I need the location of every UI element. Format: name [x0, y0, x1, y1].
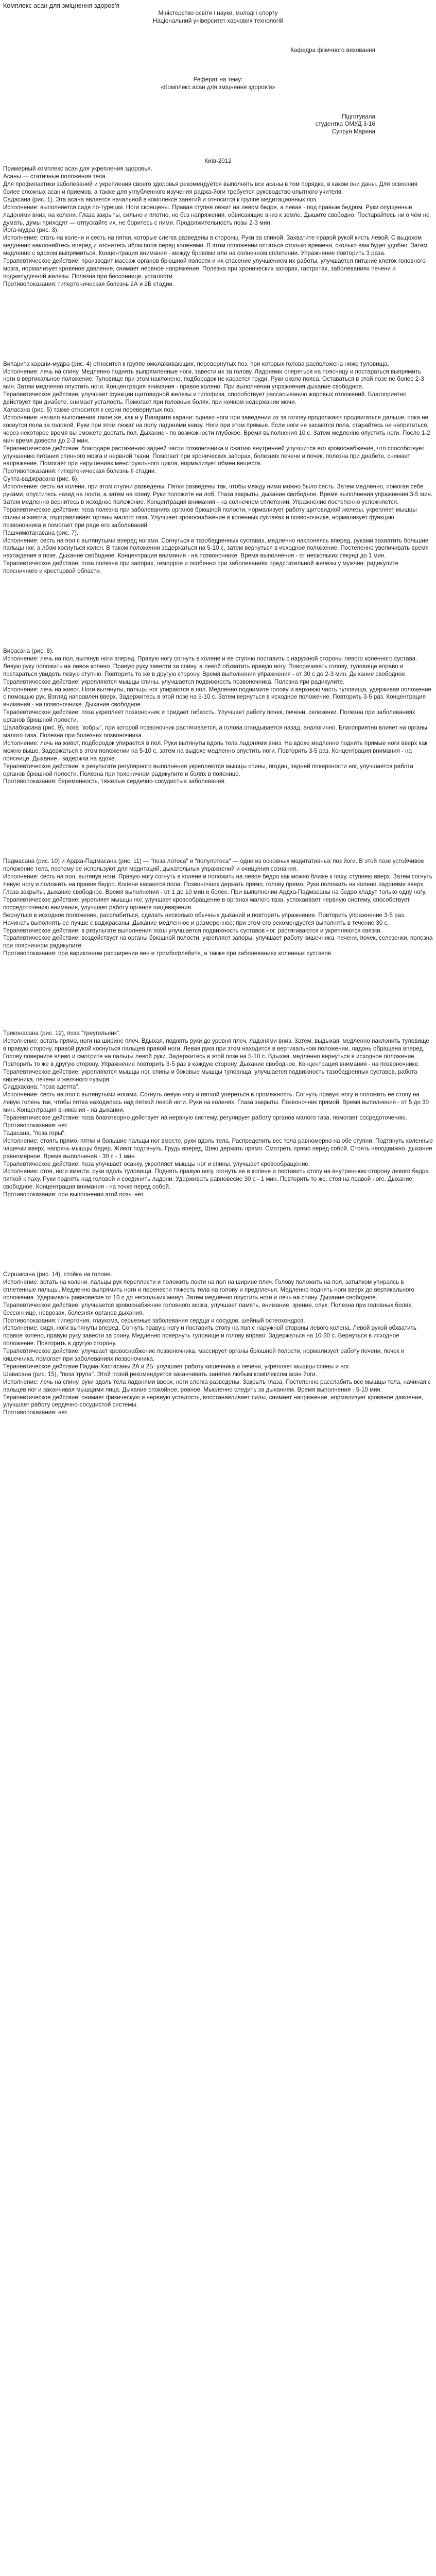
- body-paragraph: Триконасана (рис. 12), поза "треугольник".: [3, 1030, 121, 1037]
- body-paragraph: Сиршасана (рис. 14), стойка на голове.: [3, 1271, 112, 1278]
- section-intro: [0, 165, 436, 289]
- body-paragraph: Йога-мудра (рис. 3).: [3, 227, 59, 234]
- body-paragraph: Исполнение: выполняется сидя по-турецки. Ноги скрещены. Правая ступня лежит на левом бедре, а левая - под правым бедром. Руки опущенные, ладонями вниз, на колени. Глаза закрыты, сильно и плотно, но без напряжения, обвисающие вниз к земле. Дышите свободно. Постарайтесь ни о чём не думать, думы приходят — отпускайте их, не боритесь с ними. Продолжительность позы 2-3 мин.: [3, 204, 430, 226]
- body-paragraph: Исполнение: начало выполнения такое же, как и у Випарита карани: однако ноги при заведении их за голову продолжают продвигаться дальше, пока не коснутся пола за головой. Руки при этом лежат на полу ладонями книзу. Ноги при этом прямые. Если ноги не касаются пола, старайтесь не напрягаться, через некоторое время вы сможете достать пол. Дыхание - по возможности глубокое. Время выполнения 10 с. Затем медленно опустить ноги. После 1-2 мин время довести до 2-3 мин.: [3, 414, 430, 444]
- city-year: Київ-2012: [204, 158, 232, 165]
- body-paragraph: Падмасана (рис. 10) и Ардха-Падмасана (рис. 11) — "поза лотоса" и "полулотоса" — одни из основных медитативных поз йоги. В этой позе устойчивое положение тела, поэтому ее используют для медитаций, дыхательных упражнений и очищения сознания.: [3, 858, 424, 873]
- body-paragraph: Терапевтическое действие: укрепляются мышцы спины, улучшается подвижность позвоночника. Полезна при радикулите.: [3, 678, 345, 685]
- body-paragraph: Терапевтическое действие: улучшает функции щитовидной железы и гипофиза, способствует рассасыванию жировых отложений. Благоприятно действует при диабете, снимает усталость. Помогает при головных болях, при ночном недержании мочи.: [3, 391, 407, 406]
- spacer: [0, 55, 436, 76]
- body-paragraph: Для профилактики заболеваний и укрепления своего здоровья рекомендуется выполнять все асаны в том порядке, в каком они даны. Для освоения более сложных асан и приемов, а также для углубленного изучения раджа-йоги требуется руководство опытного учителя.: [3, 180, 417, 195]
- body-paragraph: Терапевтическое действие: благодаря растяжению задней части позвоночника и сжатию внутренней улучшится его кровоснабжение, что способствует улучшению питания спинного мозга и нервной ткани. Помогает при хронических запорах, болезнях печени и почек, полезна при диабете, снимает напряжение. Помогает при нарушениях менструального цикла, нормализует обмен веществ.: [3, 445, 425, 467]
- body-paragraph: Исполнение: сесть на пол с вытянутыми ногами. Согнуть левую ногу и пяткой упереться в промежность. Согнуть правую ногу и положить ее стопу на левую голень так, чтобы пятка находилась над пяткой левой ноги. Руки на коленях. Глаза закрыты. Позвоночник прямой. Время выполнения - от 5 до 30 мин. Концентрация внимания - на дыхании.: [3, 1091, 429, 1114]
- university-line: Національний університет харчових технологій: [152, 17, 284, 24]
- body-paragraph: Примерный комплекс асан для укрепления здоровья.: [3, 165, 152, 173]
- body-paragraph: Противопоказания: при выполнении этой позы нет.: [3, 1191, 145, 1198]
- body-paragraph: Исполнение: стать на колени и сесть на пятки, которые слегка разведены в стороны. Руки за спиной. Захватите правой рукой кисть левой. С выдохом медленно наклоняйтесь вперед и коснитесь лбом пола перед коленями. В этом положении остаться столько времени, сколько вам будет удобно. Затем медленно с вдохом выпрямиться. Концентрация внимания - между бровями или на солнечном сплетении. Упражнение повторить 3 раза.: [3, 234, 428, 257]
- body-paragraph: Сиддхасана, "поза адепта".: [3, 1083, 80, 1091]
- body-paragraph: Терапевтическое действие: поза полезна при запорах, геморрое и особенно при заболеваниях предстательной железы у мужчин; радикулите поясничного и крестцовой области.: [3, 560, 399, 575]
- body-paragraph: Терапевтическое действие: укрепляет мышцы ног, улучшает кровообращение в органах малого таза, успокаивает нервную систему, способствует сосредоточению внимания, улучшает работу органов пищеварения.: [3, 896, 410, 911]
- body-paragraph: Исполнение: лечь на пол, вытянув ноги вперед. Правую ногу согнуть в колене и ее ступню поставить с наружной стороны левого коленного сустава. Левую руку положить на левое колено. Правую руку завести за спину, а левой обхватить правую ногу. Поворачивать голову, туловище вправо и постараться увидеть левую ступню. Повторить то же в другую сторону. Время выполнения упражнения - от 30 с до 2-3 мин. Дыхание свободное.: [3, 655, 417, 677]
- body-paragraph: Терапевтическое действие: производит массаж органов брюшной полости и их спасение улучшением их работы, улучшается питание клеток головного мозга, нормализует кровяное давление, снимает нервное напряжение. Полезна при хронических запорах, гастритах, заболеваниях печени и поджелудочной железы. Полезна при бессоннице, усталости.: [3, 258, 426, 280]
- author-prepared: Підготувала: [342, 113, 375, 120]
- spacer: [0, 289, 436, 361]
- body-paragraph: Асаны — статичные положения тела.: [3, 173, 108, 180]
- body-paragraph: Противопоказания: гипертоническая болезнь 2А и 2Б стадии.: [3, 280, 175, 287]
- section-vajrasana: [0, 361, 436, 575]
- body-paragraph: Терапевтическое действие: поза улучшает осанку, укрепляет мышцы ног и спины, улучшает кровообращение.: [3, 1160, 310, 1167]
- body-paragraph: Противопоказания: гипертония, глаукома, серьезные заболевания сердца и сосудов, шейный остеохондроз.: [3, 1317, 305, 1324]
- section-trikonasana: [0, 1030, 436, 1199]
- spacer: [0, 786, 436, 858]
- body-paragraph: Терапевтическое действие: поза благотворно действует на нервную систему, регулирует работу органов малого таза, помогает сосредоточению.: [3, 1114, 407, 1122]
- body-paragraph: Исполнение: сесть на колени, при этом ступни разведены. Пятки разведены так, чтобы между ними можно было сесть. Затем медленно, помогая себе руками, опуститесь назад на локти, а затем на спину. Руки положите на лоб. Глаза закрыты, дыхание свободное. Время выполнения упражнения 3-5 мин. Затем медленно вернитесь в исходное положение. Концентрация внимания - на солнечном сплетении. Упражнение постепенно усложняется.: [3, 483, 433, 505]
- report-topic: «Комплекс асан для зміцнення здоров'я»: [161, 83, 275, 91]
- section-padmasana: [0, 858, 436, 958]
- department-line: Кафедра фізичного виховання: [290, 46, 375, 54]
- body-paragraph: Шавасана (рис. 15), "поза трупа". Этой позой рекомендуется заканчивать занятия любым комплексом асан йоги.: [3, 1370, 318, 1378]
- body-paragraph: Противопоказания: при варикозном расширении вен и тромбофлебите, а также при заболеваниях коленных суставов.: [3, 950, 333, 957]
- body-paragraph: Исполнение: стоять прямо, пятки и большие пальцы ног вместе, руки вдоль тела. Распределить вес тела равномерно на обе ступни. Подтянуть коленные чашечки вверх, напрячь мышцы бедер. Живот подтянуть. Грудь вперед. Шею держать прямо. Смотреть прямо перед собой. Стоять неподвижно, дыхание равномерное. Время выполнения - 30 с - 1 мин.: [3, 1137, 433, 1160]
- body-paragraph: Терапевтическое действие: поза полезна при заболеваниях органов брюшной полости, нормализует работу щитовидной железы, укрепляет мышцы спины и живота, оздоравливает органы малого таза. Улучшает кровоснабжение в коленных суставах и позвоночнике, нормализует функцию позвоночника и помогает при ряде его заболеваний.: [3, 506, 417, 529]
- spacer: [0, 92, 436, 113]
- section-shavasana: [0, 1271, 436, 1417]
- body-paragraph: Терапевтическое действие: укрепляются мышцы ног, спины и боковые мышцы туловища, улучшается подвижность тазобедренных суставов, работа кишечника, печени и желчного пузыря.: [3, 1068, 417, 1083]
- body-paragraph: Противопоказания: нет.: [3, 1409, 68, 1416]
- body-paragraph: Исполнение: встать на колени, пальцы рук переплести и положить локти на пол на ширине плеч. Голову положить на пол, затылком упираясь в сплетенные пальцы. Медленно выпрямить ноги и перенести тяжесть тела на голову и предплечья. Медленно поднять ноги вверх до вертикального положения. Удерживать равновесие от 10 с до нескольких минут. Затем медленно опустить ноги и лечь на спину. Дыхание свободное.: [3, 1278, 414, 1301]
- body-paragraph: Випарита карани-мудра (рис. 4) относится к группе омолаживающих, перевернутых поз, при которых голова расположена ниже туловища.: [3, 360, 389, 367]
- body-paragraph: Терапевтическое действие: в результате выполнения позы улучшается подвижность суставов ног, растягиваются и укрепляются связки.: [3, 927, 382, 934]
- body-paragraph: Вирасана (рис. 8).: [3, 648, 54, 655]
- body-paragraph: Пашчимотанасана (рис. 7).: [3, 529, 79, 536]
- body-paragraph: Начинать выполнять ее лучше с ваджрасаны. Дыхание медленное и размеренное; при этом его рекомендуется выполнять в течение 30 с.: [3, 919, 389, 926]
- body-paragraph: Исполнение: сидя, ноги вытянуты вперед. Согнуть правую ногу и поставить стопу на пол с наружной стороны левого колена. Левой рукой обхватить правое колено, правую руку завести за спину. Медленно повернуть туловище и голову вправо. Задержаться на 10-30 с. Вернуться в исходное положение. Повторить в другую сторону.: [3, 1325, 416, 1347]
- body-paragraph: Терапевтическое действие Падма-Хастасаны 2А и 2Б: улучшает работу кишечника и печени, укрепляет мышцы спины и ног.: [3, 1363, 351, 1370]
- body-paragraph: Исполнение: лечь на живот. Ноги вытянуты, пальцы ног упираются в пол. Медленно поднимите голову и верхнюю часть туловища, удерживая положение с помощью рук. Взгляд направлен вверх. Задержитесь в этой позе на 5-10 с. Затем вернуться в исходное положение. Повторить 3-5 раз. Концентрация внимания - на позвоночнике. Дыхание свободное.: [3, 686, 431, 708]
- body-paragraph: Исполнение: лечь на спину. Медленно поднять выпрямленные ноги, завести их за голову. Ладонями опереться на поясницу и постараться выпрямить ноги в вертикальное положение. Туловище при этом наклонено, подбородок не касается груди. Руки около пояса. Оставаться в этой позе не более 2-3 мин. Затем медленно опустить ноги. Концентрация внимания - правое колено. При выполнении упражнения дыхание свободное.: [3, 368, 424, 391]
- spacer: [0, 136, 436, 158]
- body-paragraph: Супта-ваджрасана (рис. 6).: [3, 476, 79, 483]
- spacer: [0, 25, 436, 47]
- body-paragraph: Терапевтическое действие: улучшается кровоснабжение головного мозга, улучшает память, внимание, зрение, слух. Полезна при головных болях, бессоннице, неврозах, болезнях органов дыхания.: [3, 1301, 413, 1316]
- body-paragraph: Противопоказания: гипертоническая болезнь II стадии.: [3, 468, 156, 475]
- body-paragraph: Противопоказания: нет.: [3, 1122, 68, 1129]
- body-paragraph: Исполнение: лечь на живот, подбородок упирается в пол. Руки вытянуты вдоль тела ладонями вниз. На вдохе медленно поднять прямые ноги вверх как можно выше. Задержаться в этом положении на 5-10 с, затем на выдохе медленно опустить ноги. Повторить 3-5 раз. Концентрация внимания - на пояснице. Дыхание - задержка на вдохе.: [3, 739, 428, 762]
- body-paragraph: Терапевтическое действие: улучшает кровоснабжение позвоночника, массирует органы брюшной полости, нормализует работу печени, почек и кишечника, помогает при заболеваниях позвоночника.: [3, 1348, 405, 1363]
- body-paragraph: Шалабхасана (рис. 9), поза "кобры", при которой позвоночник растягивается, а голова откидывается назад, аналогично. Благоприятно влияет на органы малого таза. Полезна при болезнях позвоночника.: [3, 724, 428, 739]
- spacer: [0, 575, 436, 648]
- body-paragraph: Тадасана, "поза горы".: [3, 1129, 66, 1137]
- body-paragraph: Терапевтическое действие: поза укрепляет позвоночник и придает гибкость. Улучшает работу почек, печени, селезенки. Полезна при заболеваниях органов брюшной полости.: [3, 709, 415, 724]
- body-paragraph: Исполнение: встать прямо, ноги на ширине плеч. Вдыхая, поднять руки до уровня плеч, ладонями вниз. Затем, выдыхая, медленно наклонить туловище в правую сторону, правой рукой коснуться пальцев правой ноги. Левая рука при этом находится в вертикальном положении, ладонь обращена вперед. Голову поверните влево и смотрите на пальцы левой руки. Задержитесь в этой позе на 5-10 с. Вдыхая, медленно вернуться в исходное положение. Повторить то же в другую сторону. Упражнение повторить 3-5 раз в каждую сторону. Дыхание свободное. Концентрация внимания - на позвоночнике.: [3, 1038, 429, 1067]
- section-vrikshasana: [0, 648, 436, 786]
- ministry-line: Міністерство освіти і науки, молоді і спорту: [158, 10, 278, 16]
- spacer: [0, 1199, 436, 1271]
- body-paragraph: Исполнение: сесть на пол с вытянутыми вперед ногами. Согнуться в тазобедренных суставах, медленно наклоняясь вперед, руками захватить большие пальцы ног, а лбом коснуться колен. В таком положении задержаться на 5-10 с, затем вернуться в исходное положение. Постепенно увеличивать время нахождения в позе. Дыхание свободное. Концентрация внимания - на позвоночнике. Время выполнения - от нескольких секунд до 1 мин.: [3, 537, 429, 560]
- body-paragraph: Исполнение: лечь на спину, руки вдоль тела ладонями вверх, ноги слегка разведены. Закрыть глаза. Постепенно расслабить все мышцы тела, начиная с пальцев ног и заканчивая мышцами лица. Дыхание спокойное, ровное. Мысленно следить за дыханием. Время выполнения - 5-10 мин.: [3, 1378, 431, 1393]
- body-paragraph: Терапевтическое действие: снимает физическую и нервную усталость, восстанавливает силы, снимает напряжение, нормализует кровяное давление, улучшает работу сердечно-сосудистой системы.: [3, 1394, 424, 1409]
- author-group: студентка ОМУД 3-16: [315, 121, 375, 128]
- body-paragraph: Исполнение: стоя, ноги вместе, руки вдоль туловища. Поднять правую ногу, согнуть ее в колене и поставить стопу на внутреннюю сторону левого бедра пяткой к паху. Руки поднять над головой и соединить ладони. Удерживать равновесие 30 с - 1 мин. Повторить то же, стоя на правой ноге. Дыхание свободное. Концентрация внимания - на точке перед собой.: [3, 1168, 429, 1191]
- body-paragraph: Садасана (рис. 1). Эта асана является начальной в комплексе занятий и относится к группе медитационных поз.: [3, 196, 318, 203]
- body-paragraph: Халасана (рис. 5) также относится к серии перевернутых поз.: [3, 406, 175, 414]
- report-label: Реферат на тему:: [193, 76, 243, 83]
- spacer: [0, 958, 436, 1030]
- body-paragraph: Вернуться в исходное положение, расслабиться, сделать несколько обычных дыханий и повторить упражнение. Повторить упражнение 3-5 раз.: [3, 911, 406, 919]
- body-paragraph: Терапевтическое действие: воздействует на органы брюшной полости, укрепляет запоры, улучшает работу кишечника, печени, почек, селезенки, полезна при поясничном радикулите.: [3, 935, 433, 950]
- body-paragraph: Терапевтическое действие: в результате регулярного выполнения укрепляются мышцы спины, ягодиц, задней поверхности ног, улучшается работа органов брюшной полости. Полезна при поясничном радикулите и болях в пояснице.: [3, 762, 413, 777]
- body-paragraph: Исполнение: сесть на пол, вытянув ноги. Правую ногу согнуть в колене и положить на левое бедро как можно ближе к паху, ступнею вверх. Затем согнуть левую ногу и положить на правое бедро. Колени касаются пола. Позвоночник держать прямо, голову прямо. Руки положить на колени ладонями вверх. Глаза закрыты, дыхание свободное. Время выполнения - от 1 до 10 мин и более. При выполнении Ардха-Падмасаны на бедро кладут только одну ногу.: [3, 873, 432, 895]
- author-name: Супрун Марина: [332, 128, 375, 135]
- body-paragraph: Противопоказания: беременность, тяжелые сердечно-сосудистые заболевания.: [3, 778, 226, 785]
- document-title: Комплекс асан для зміцнення здоров'я: [3, 2, 120, 9]
